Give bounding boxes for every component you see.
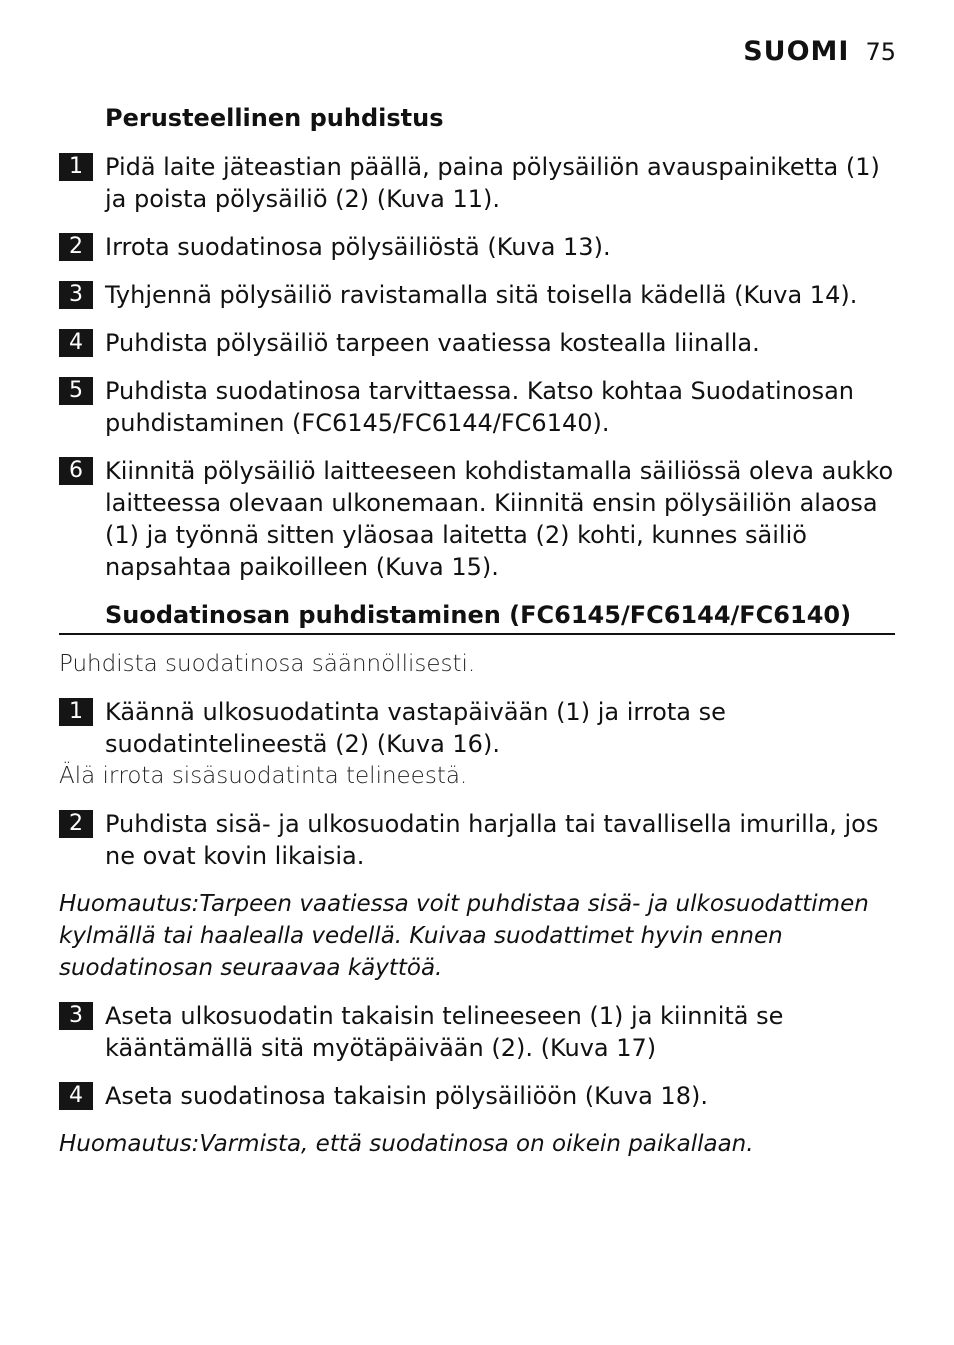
step-2 — [59, 231, 899, 263]
warning-text: Älä irrota sisäsuodatinta telineestä. — [59, 763, 468, 789]
step-number: 6 — [59, 457, 93, 485]
page-header — [743, 36, 896, 67]
step-number: 4 — [59, 329, 93, 357]
step-number: 2 — [59, 233, 93, 261]
filter-step-2 — [59, 808, 899, 872]
step-text: Puhdista pölysäiliö tarpeen vaatiessa kostealla liinalla. — [105, 329, 760, 357]
language-label: SUOMI — [743, 36, 850, 67]
step-number: 3 — [59, 1002, 93, 1030]
section-heading-thorough-cleaning: Perusteellinen puhdistus — [105, 104, 444, 132]
step-number: 3 — [59, 281, 93, 309]
step-text: Käännä ulkosuodatinta vastapäivään (1) ja irrota se suodatintelineestä (2) (Kuva 16). — [105, 698, 726, 758]
step-text: Aseta ulkosuodatin takaisin telineeseen (1) ja kiinnitä se kääntämällä sitä myötäpäivään (2). (Kuva 17) — [105, 1002, 784, 1062]
step-text: Kiinnitä pölysäiliö laitteeseen kohdistamalla säiliössä oleva aukko laitteessa olevaan ulkonemaan. Kiinnitä ensin pölysäiliön alaosa (1) ja työnnä sitten yläosaa laitetta (2) kohti, kunnes säiliö napsahtaa paikoilleen (Kuva 15). — [105, 457, 894, 581]
step-number: 1 — [59, 698, 93, 726]
step-4 — [59, 327, 899, 359]
step-number: 4 — [59, 1082, 93, 1110]
note-cleaning-water: Huomautus:Tarpeen vaatiessa voit puhdistaa sisä- ja ulkosuodattimen kylmällä tai haalealla vedellä. Kuivaa suodattimet hyvin ennen suodatinosan seuraavaa käyttöä. — [59, 891, 869, 981]
step-text: Puhdista suodatinosa tarvittaessa. Katso kohtaa Suodatinosan puhdistaminen (FC6145/FC6144/FC6140). — [105, 377, 855, 437]
filter-step-3 — [59, 1000, 899, 1064]
step-1 — [59, 151, 899, 215]
section-heading-filter-cleaning: Suodatinosan puhdistaminen (FC6145/FC6144/FC6140) — [105, 601, 852, 629]
filter-step-4 — [59, 1080, 899, 1112]
intro-text: Puhdista suodatinosa säännöllisesti. — [59, 651, 476, 677]
step-number: 1 — [59, 153, 93, 181]
step-5 — [59, 375, 899, 439]
step-text: Irrota suodatinosa pölysäiliöstä (Kuva 13). — [105, 233, 611, 261]
step-number: 5 — [59, 377, 93, 405]
step-text: Pidä laite jäteastian päällä, paina pölysäiliön avauspainiketta (1) ja poista pölysäiliö (2) (Kuva 11). — [105, 153, 880, 213]
step-6 — [59, 455, 899, 583]
step-text: Puhdista sisä- ja ulkosuodatin harjalla tai tavallisella imurilla, jos ne ovat kovin likaisia. — [105, 810, 879, 870]
step-text: Tyhjennä pölysäiliö ravistamalla sitä toisella kädellä (Kuva 14). — [105, 281, 858, 309]
note-filter-position: Huomautus:Varmista, että suodatinosa on oikein paikallaan. — [59, 1131, 754, 1157]
step-number: 2 — [59, 810, 93, 838]
section-divider — [59, 633, 895, 635]
filter-step-1 — [59, 696, 899, 760]
step-text: Aseta suodatinosa takaisin pölysäiliöön (Kuva 18). — [105, 1082, 708, 1110]
step-3 — [59, 279, 899, 311]
page-number: 75 — [865, 38, 896, 66]
